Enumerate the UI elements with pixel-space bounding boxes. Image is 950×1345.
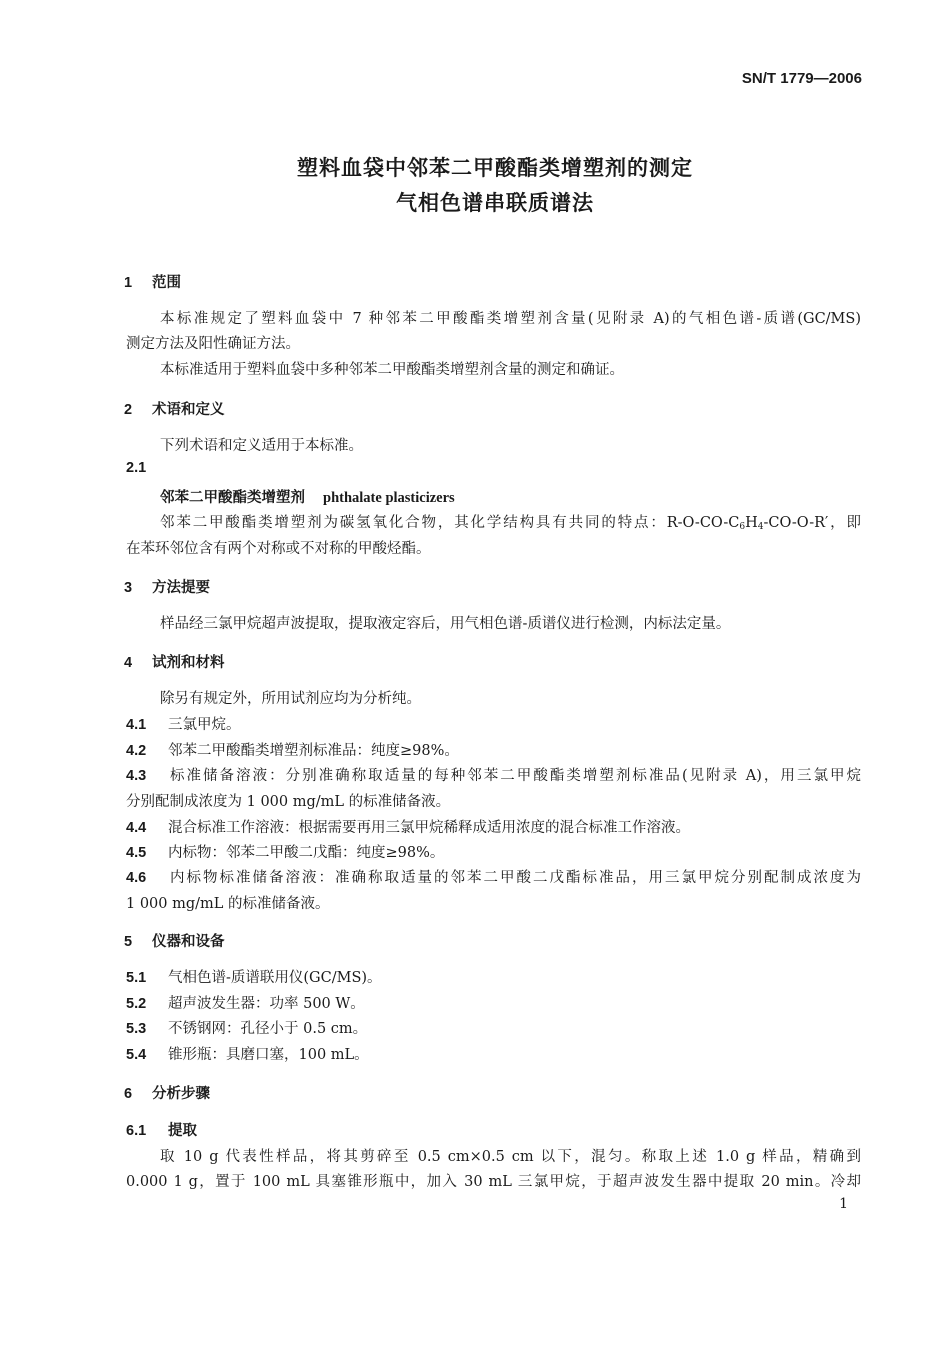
paragraph: 0.000 1 g，置于 100 mL 具塞锥形瓶中，加入 30 mL 三氯甲烷，于超声波发生器中提取 20 min。冷却 (126, 1174, 861, 1190)
paragraph: 样品经三氯甲烷超声波提取，提取液定容后，用气相色谱-质谱仪进行检测，内标法定量。 (160, 616, 731, 632)
section-title: 术语和定义 (152, 402, 225, 418)
section-title: 仪器和设备 (152, 934, 225, 950)
list-item: 4.6 内标物标准储备溶液：准确称取适量的邻苯二甲酸二戊酯标准品，用三氯甲烷分别配制成浓度为 (126, 870, 861, 886)
term-english: phthalate plasticizers (323, 490, 455, 506)
paragraph: 测定方法及阳性确证方法。 (126, 336, 300, 352)
list-item: 4.5 内标物：邻苯二甲酸二戊酯：纯度≥98%。 (126, 845, 445, 861)
page-number: 1 (839, 1196, 848, 1212)
section-number: 3 (124, 580, 133, 596)
list-item: 5.2 超声波发生器：功率 500 W。 (126, 996, 365, 1012)
section-title: 范围 (152, 275, 181, 291)
title-line-1: 塑料血袋中邻苯二甲酸酯类增塑剂的测定 (297, 156, 693, 180)
section-3-heading (124, 576, 210, 597)
paragraph: 除另有规定外，所用试剂应均为分析纯。 (160, 691, 421, 707)
list-item: 4.3 标准储备溶液：分别准确称取适量的每种邻苯二甲酸酯类增塑剂标准品(见附录 A)，用三氯甲烷 (126, 768, 861, 784)
section-title: 方法提要 (152, 580, 210, 596)
list-item: 5.1 气相色谱-质谱联用仪(GC/MS)。 (126, 970, 382, 986)
term-entry (160, 486, 455, 507)
subsection-number: 2.1 (126, 460, 147, 476)
section-title: 分析步骤 (152, 1086, 210, 1102)
definition-text: 在苯环邻位含有两个对称或不对称的甲酸烃酯。 (126, 541, 431, 557)
paragraph: 本标准适用于塑料血袋中多种邻苯二甲酸酯类增塑剂含量的测定和确证。 (160, 362, 624, 378)
section-5-heading (124, 930, 225, 951)
paragraph: 下列术语和定义适用于本标准。 (160, 438, 363, 454)
list-item: 4.2 邻苯二甲酸酯类增塑剂标准品：纯度≥98%。 (126, 743, 459, 759)
section-1-heading (124, 271, 181, 292)
section-number: 5 (124, 934, 133, 950)
definition-text: 邻苯二甲酸酯类增塑剂为碳氢氧化合物，其化学结构具有共同的特点：$R-O-CO-C_6H_4-CO-O-R'$，即 (160, 515, 861, 532)
list-item: 4.4 混合标准工作溶液：根据需要再用三氯甲烷稀释成适用浓度的混合标准工作溶液。 (126, 820, 690, 836)
section-6-heading (124, 1082, 210, 1103)
paragraph: 本标准规定了塑料血袋中 7 种邻苯二甲酸酯类增塑剂含量(见附录 A)的气相色谱-质谱(GC/MS) (160, 311, 861, 327)
list-item-continuation: 分别配制成浓度为 1 000 mg/mL 的标准储备液。 (126, 794, 451, 810)
list-item: 4.1 三氯甲烷。 (126, 717, 241, 733)
section-2-heading (124, 398, 225, 419)
section-number: 4 (124, 655, 133, 671)
title-line-2: 气相色谱串联质谱法 (396, 191, 594, 215)
section-number: 6 (124, 1086, 133, 1102)
paragraph: 取 10 g 代表性样品，将其剪碎至 0.5 cm×0.5 cm 以下，混匀。称取上述 1.0 g 样品，精确到 (160, 1149, 861, 1165)
subsection-heading: 6.1 提取 (126, 1123, 197, 1139)
section-number: 2 (124, 402, 133, 418)
list-item: 5.4 锥形瓶：具磨口塞，100 mL。 (126, 1047, 369, 1063)
standard-number: SN/T 1779—2006 (741, 70, 862, 87)
section-4-heading (124, 651, 225, 672)
list-item-continuation: 1 000 mg/mL 的标准储备液。 (126, 896, 330, 912)
term-chinese: 邻苯二甲酸酯类增塑剂 (160, 490, 305, 506)
section-title: 试剂和材料 (152, 655, 225, 671)
section-number: 1 (124, 275, 133, 291)
list-item: 5.3 不锈钢网：孔径小于 0.5 cm。 (126, 1021, 368, 1037)
